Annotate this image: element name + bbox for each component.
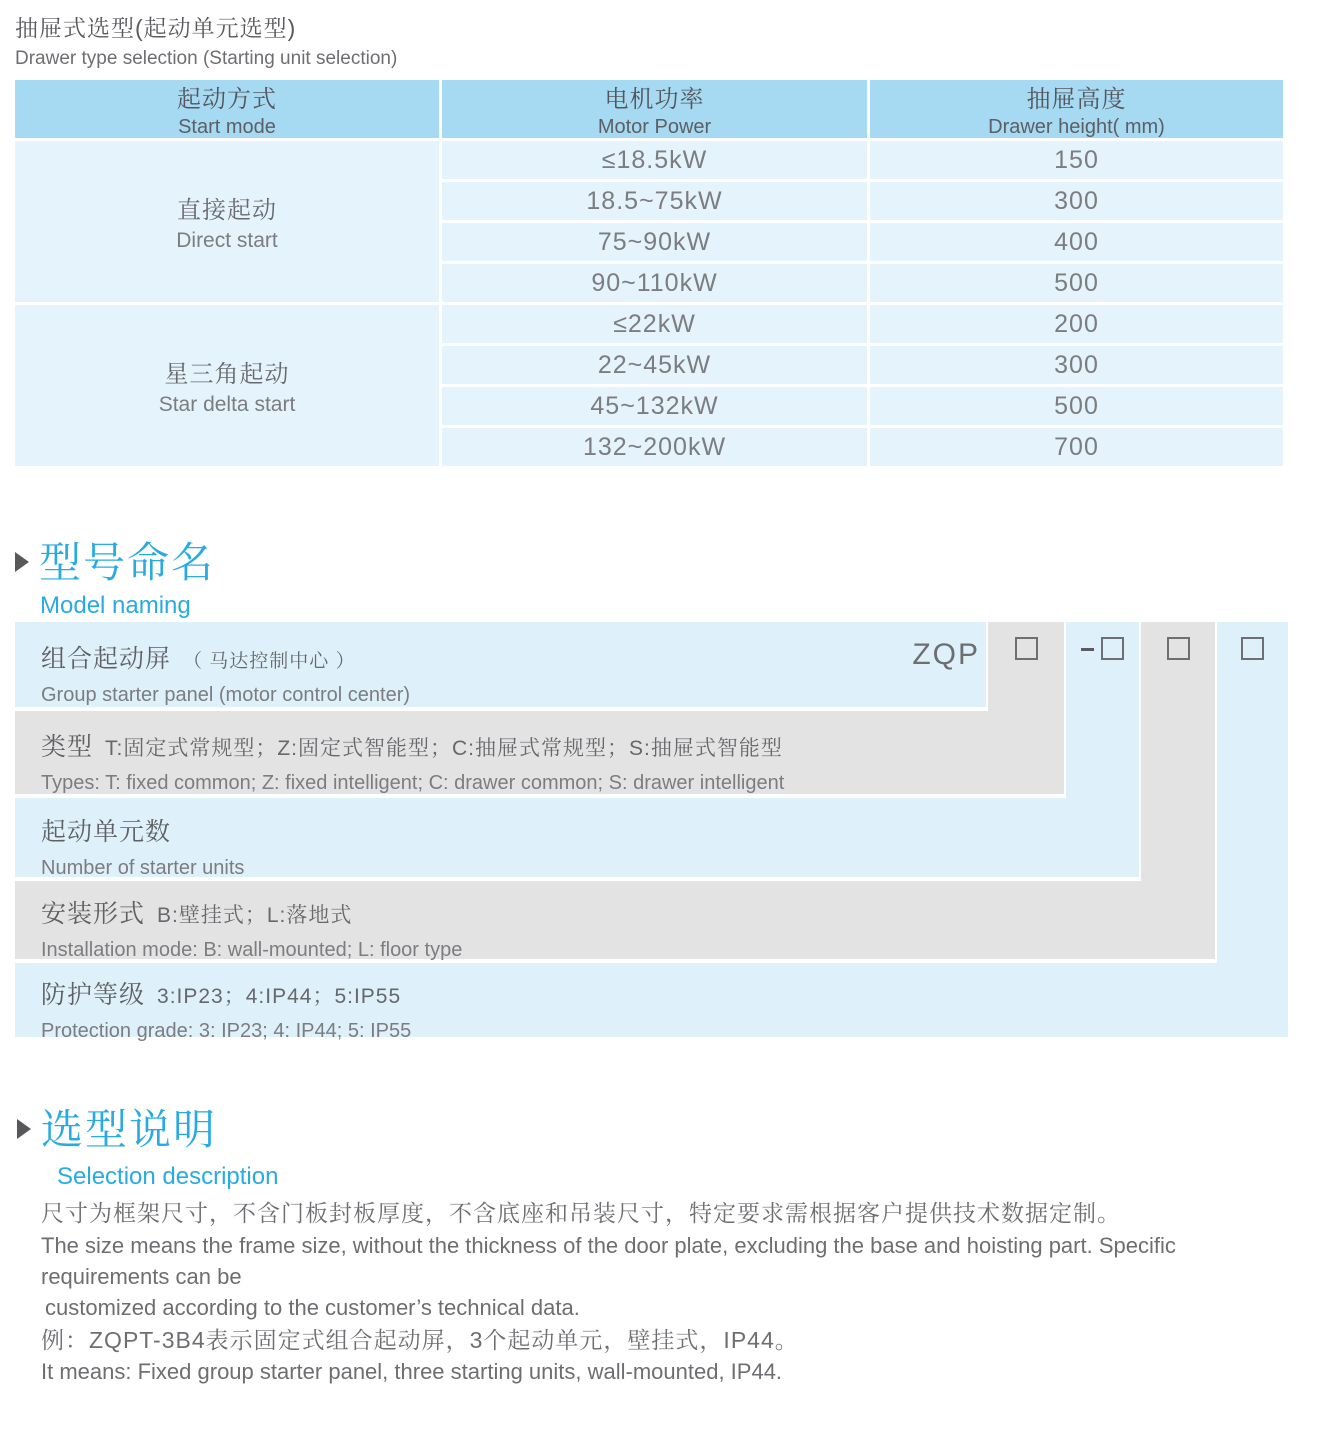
col-header-drawer-height-zh: 抽屉高度 — [1026, 86, 1127, 113]
model-code-prefix: ZQP — [912, 638, 980, 671]
height-cell: 400 — [1054, 227, 1099, 256]
naming-row3-en: Number of starter units — [41, 857, 245, 879]
height-cell: 300 — [1054, 350, 1099, 379]
description-para2-en: It means: Fixed group starter panel, three starting units, wall-mounted, IP44. — [41, 1359, 783, 1384]
height-cell: 200 — [1054, 309, 1099, 338]
naming-row2-note: T:固定式常规型；Z:固定式智能型；C:抽屉式常规型；S:抽屉式智能型 — [105, 737, 783, 760]
table-row — [870, 264, 1283, 302]
code-placeholder-box-icon — [1101, 637, 1124, 660]
naming-row-group-starter-panel — [15, 622, 986, 707]
description-para2-zh: 例：ZQPT-3B4表示固定式组合起动屏，3个起动单元，壁挂式，IP44。 — [41, 1327, 799, 1353]
table-row — [442, 428, 867, 466]
col-header-drawer-height-en: Drawer height( mm) — [988, 116, 1165, 138]
naming-row1-zh: 组合起动屏 — [41, 645, 172, 673]
naming-row4-zh: 安装形式 — [41, 900, 146, 928]
col-header-start-mode-zh: 起动方式 — [177, 86, 277, 113]
col-header-motor-power — [442, 80, 867, 138]
naming-row-types — [15, 711, 1064, 794]
height-cell: 500 — [1054, 391, 1099, 420]
naming-row1-note: （ 马达控制中心 ） — [183, 651, 356, 672]
selection-description-heading-en: Selection description — [57, 1163, 279, 1190]
power-cell: 90~110kW — [591, 268, 718, 297]
power-cell: 45~132kW — [590, 391, 719, 420]
naming-row2-en: Types: T: fixed common; Z: fixed intelligent; C: drawer common; S: drawer intelligent — [41, 772, 785, 794]
group-direct-start-en: Direct start — [176, 229, 278, 252]
table-row — [870, 141, 1283, 179]
code-placeholder-box-icon — [1241, 637, 1264, 660]
col-header-motor-power-zh: 电机功率 — [604, 86, 705, 113]
power-cell: ≤18.5kW — [601, 145, 708, 174]
code-dash-icon — [1081, 648, 1094, 651]
page-title-zh: 抽屉式选型(起动单元选型) — [15, 15, 297, 41]
code-placeholder-box-icon — [1015, 637, 1038, 660]
table-row — [870, 223, 1283, 261]
col-header-drawer-height — [870, 80, 1283, 138]
naming-row-installation-mode — [15, 881, 1215, 959]
page-title-en: Drawer type selection (Starting unit selection) — [15, 48, 398, 69]
group-star-delta-en: Star delta start — [158, 393, 296, 416]
model-naming-heading-en: Model naming — [40, 592, 191, 619]
col-header-start-mode-en: Start mode — [178, 116, 276, 138]
table-row — [442, 182, 867, 220]
naming-row2-zh: 类型 — [41, 733, 94, 761]
group-star-delta-zh: 星三角起动 — [164, 361, 290, 388]
table-row — [870, 305, 1283, 343]
model-naming-diagram — [15, 622, 1288, 1042]
power-cell: 132~200kW — [582, 432, 727, 461]
naming-row-starter-units — [15, 798, 1139, 877]
section-arrow-icon — [17, 1119, 31, 1139]
group-direct-start-zh: 直接起动 — [177, 197, 277, 224]
selection-description-heading-zh: 选型说明 — [41, 1106, 218, 1153]
description-para1-en-line1: The size means the frame size, without the thickness of the door plate, excluding the base and hoisting part. Specific requirements can be — [41, 1233, 1176, 1289]
col-header-motor-power-en: Motor Power — [597, 116, 712, 138]
description-para1-en-line2: customized according to the customer’s technical data. — [45, 1295, 580, 1320]
height-cell: 300 — [1054, 186, 1099, 215]
power-cell: ≤22kW — [613, 309, 696, 338]
model-naming-heading-zh: 型号命名 — [39, 539, 216, 586]
table-row — [442, 264, 867, 302]
power-cell: 75~90kW — [597, 227, 712, 256]
table-row — [442, 223, 867, 261]
model-naming-heading — [15, 530, 215, 620]
table-row — [442, 141, 867, 179]
table-row — [870, 428, 1283, 466]
selection-description-heading — [17, 1097, 278, 1191]
power-cell: 18.5~75kW — [586, 186, 723, 215]
naming-row-protection-grade — [15, 963, 1288, 1042]
table-row — [442, 346, 867, 384]
group-cell-star-delta-start — [15, 305, 439, 466]
code-placeholder-box-icon — [1167, 637, 1190, 660]
section-arrow-icon — [15, 552, 29, 572]
height-cell: 700 — [1054, 432, 1099, 461]
naming-row4-en: Installation mode: B: wall-mounted; L: floor type — [41, 939, 463, 961]
drawer-selection-table — [15, 80, 1283, 466]
naming-row1-en: Group starter panel (motor control center) — [41, 684, 411, 706]
height-cell: 500 — [1054, 268, 1099, 297]
naming-row5-zh: 防护等级 — [41, 981, 146, 1009]
page-title — [15, 10, 397, 70]
description-para1-zh: 尺寸为框架尺寸，不含门板封板厚度，不含底座和吊装尺寸，特定要求需根据客户提供技术数据定制。 — [41, 1200, 1121, 1226]
col-header-start-mode — [15, 80, 439, 138]
table-row — [442, 305, 867, 343]
group-cell-direct-start — [15, 141, 439, 302]
power-cell: 22~45kW — [597, 350, 712, 379]
selection-description-text — [41, 1196, 1291, 1387]
naming-row4-note: B:壁挂式；L:落地式 — [157, 904, 353, 927]
naming-row5-note: 3:IP23；4:IP44；5:IP55 — [157, 985, 402, 1008]
naming-row5-en: Protection grade: 3: IP23; 4: IP44; 5: IP55 — [41, 1020, 412, 1042]
naming-row3-zh: 起动单元数 — [41, 818, 172, 846]
table-row — [870, 387, 1283, 425]
table-row — [870, 346, 1283, 384]
table-row — [870, 182, 1283, 220]
height-cell: 150 — [1054, 145, 1099, 174]
table-row — [442, 387, 867, 425]
